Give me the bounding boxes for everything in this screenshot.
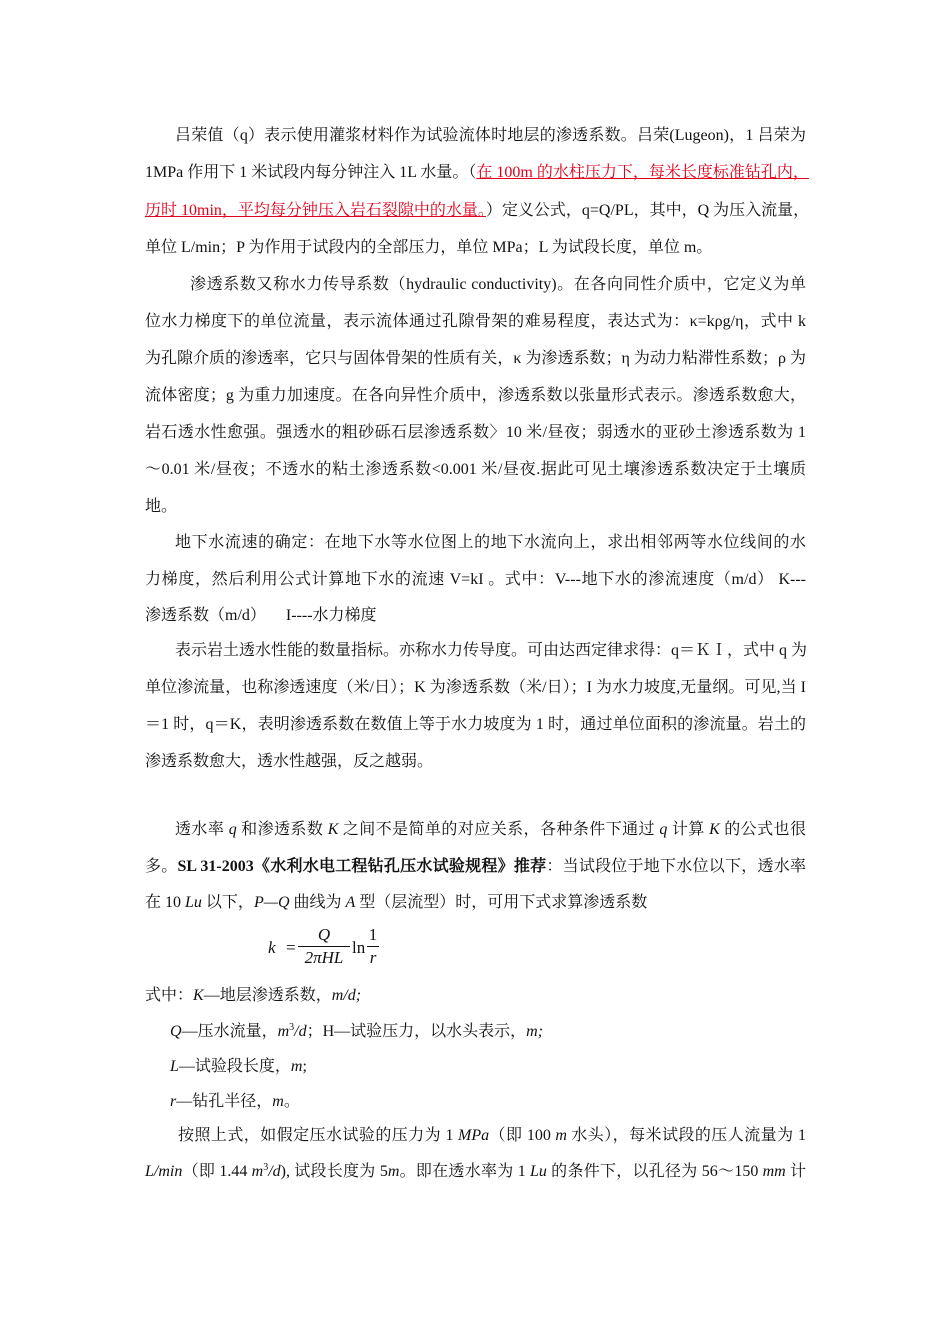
p1-line3: 历时 10min，平均每分钟压入岩石裂隙中的水量。）定义公式，q=Q/PL，其中，Q 为压入流量， xyxy=(145,202,810,219)
where-line3: L—试验段长度，m; xyxy=(170,1058,307,1075)
p4-line: 渗透系数愈大，透水性越强，反之越弱。 xyxy=(145,753,434,770)
p2-line: 地。 xyxy=(145,498,178,515)
p2-line: 位水力梯度下的单位流量，表示流体通过孔隙骨架的难易程度，表达式为：κ=kρg/η，式中 k xyxy=(145,313,806,330)
p2-line: 渗透系数又称水力传导系数（hydraulic conductivity)。在各向同性介质中，它定义为单 xyxy=(190,276,806,293)
where-line2: Q—压水流量，$m^3/d$；H—试验压力，以水头表示，m; xyxy=(170,1022,544,1040)
highlight-text: 在 100m 的水柱压力下，每米长度标准钻孔内， xyxy=(476,164,809,181)
p6-line1: 按照上式，如假定压水试验的压力为 1 MPa（即 100 m 水头），每米试段的压人流量为 1 xyxy=(178,1127,806,1144)
p4-line: 单位渗流量，也称渗透速度（米/日）；K 为渗透系数（米/日）；I 为水力坡度,无量纲。可见,当 I xyxy=(145,679,806,696)
highlight-text: 历时 10min，平均每分钟压入岩石裂隙中的水量。 xyxy=(145,202,486,219)
p1-line4: 单位 L/min；P 为作用于试段内的全部压力，单位 MPa；L 为试段长度，单位 m。 xyxy=(145,239,713,256)
p2-line: 岩石透水性愈强。强透水的粗砂砾石层渗透系数〉10 米/昼夜；弱透水的亚砂土渗透系数为 1 xyxy=(145,424,806,441)
p1-line2: 1MPa 作用下 1 米试段内每分钟注入 1L 水量。（在 100m 的水柱压力下，每米长度标准钻孔内， xyxy=(145,164,809,181)
where-line4: r—钻孔半径，m。 xyxy=(170,1093,300,1110)
p3-line: 地下水流速的确定：在地下水等水位图上的地下水流向上，求出相邻两等水位线间的水 xyxy=(175,534,806,551)
where-line1: 式中：K—地层渗透系数，m/d; xyxy=(145,987,362,1004)
p2-line: 为孔隙介质的渗透率，它只与固体骨架的性质有关，κ 为渗透系数；η 为动力粘滞性系数；ρ 为 xyxy=(145,350,806,367)
formula-equals: = xyxy=(286,938,296,957)
formula-lhs: k xyxy=(268,938,276,957)
p4-line: 表示岩土透水性能的数量指标。亦称水力传导度。可由达西定律求得：q＝ＫＩ，式中 q 为 xyxy=(175,642,808,659)
p6-line2: L/min（即 1.44 $m^3/d$), 试段长度为 5m。即在透水率为 1 Lu 的条件下，以孔径为 56～150 mm 计 xyxy=(145,1162,806,1180)
p2-line: 流体密度；g 为重力加速度。在各向异性介质中，渗透系数以张量形式表示。渗透系数愈大， xyxy=(145,387,806,404)
standard-name: SL 31-2003《水利水电工程钻孔压水试验规程》推荐 xyxy=(177,858,547,875)
formula-ln: ln xyxy=(352,938,366,957)
p5-line2: 多。SL 31-2003《水利水电工程钻孔压水试验规程》推荐：当试段位于地下水位以下，透水率 xyxy=(145,858,806,875)
p5-line1: 透水率 q 和渗透系数 K 之间不是简单的对应关系，各种条件下通过 q 计算 K 的公式也很 xyxy=(175,821,806,838)
p2-line: ～0.01 米/昼夜；不透水的粘土渗透系数<0.001 米/昼夜.据此可见土壤渗透系数决定于土壤质 xyxy=(145,461,806,478)
p1-line1: 吕荣值（q）表示使用灌浆材料作为试验流体时地层的渗透系数。吕荣(Lugeon)，1 吕荣为 xyxy=(175,127,806,144)
formula-fraction-2: 1 r xyxy=(368,925,378,967)
p3-line: 渗透系数（m/d） I----水力梯度 xyxy=(145,607,377,624)
p3-line: 力梯度，然后利用公式计算地下水的流速 V=kI 。式中：V---地下水的渗流速度（m/d） K--- xyxy=(145,571,806,588)
p4-line: ＝1 时，q＝K，表明渗透系数在数值上等于水力坡度为 1 时，通过单位面积的渗流量。岩土的 xyxy=(145,716,806,733)
p5-line3: 在 10 Lu 以下，P—Q 曲线为 A 型（层流型）时，可用下式求算渗透系数 xyxy=(145,894,648,911)
formula-fraction: Q 2πHL xyxy=(298,925,350,968)
